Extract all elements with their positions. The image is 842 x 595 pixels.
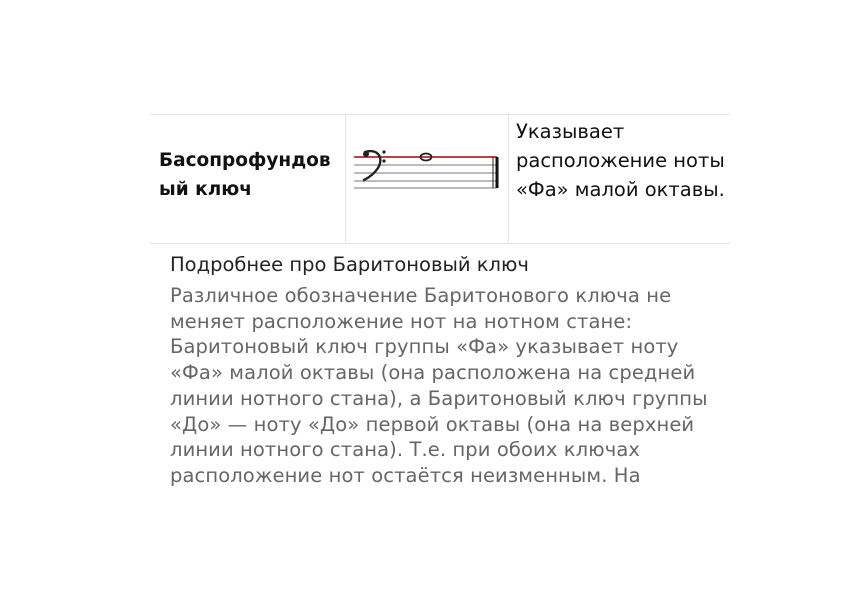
music-staff — [354, 144, 506, 192]
section-heading: Подробнее про Баритоновый ключ — [170, 253, 529, 276]
row-top-border — [150, 114, 730, 115]
clef-table-row — [150, 114, 730, 244]
cell-divider — [508, 114, 509, 244]
clef-description: Указывает расположение ноты «Фа» малой октавы. — [516, 120, 725, 201]
section-body-text: Различное обозначение Баритонового ключа не меняет расположение нот на нотном стане: Баритоновый ключ группы «Фа» указывает ноту «Фа» малой октавы (она расположена на средней линии нотного стана), а Баритоновый ключ группы «До» — ноту «До» первой октавы (она на верхней линии нотного стана). Т.е. при обоих ключах расположение нот остаётся неизменным. На — [170, 284, 708, 487]
clef-name: Басопрофундовый ключ — [159, 150, 331, 200]
cell-divider — [345, 114, 346, 244]
row-bottom-border — [150, 243, 730, 244]
